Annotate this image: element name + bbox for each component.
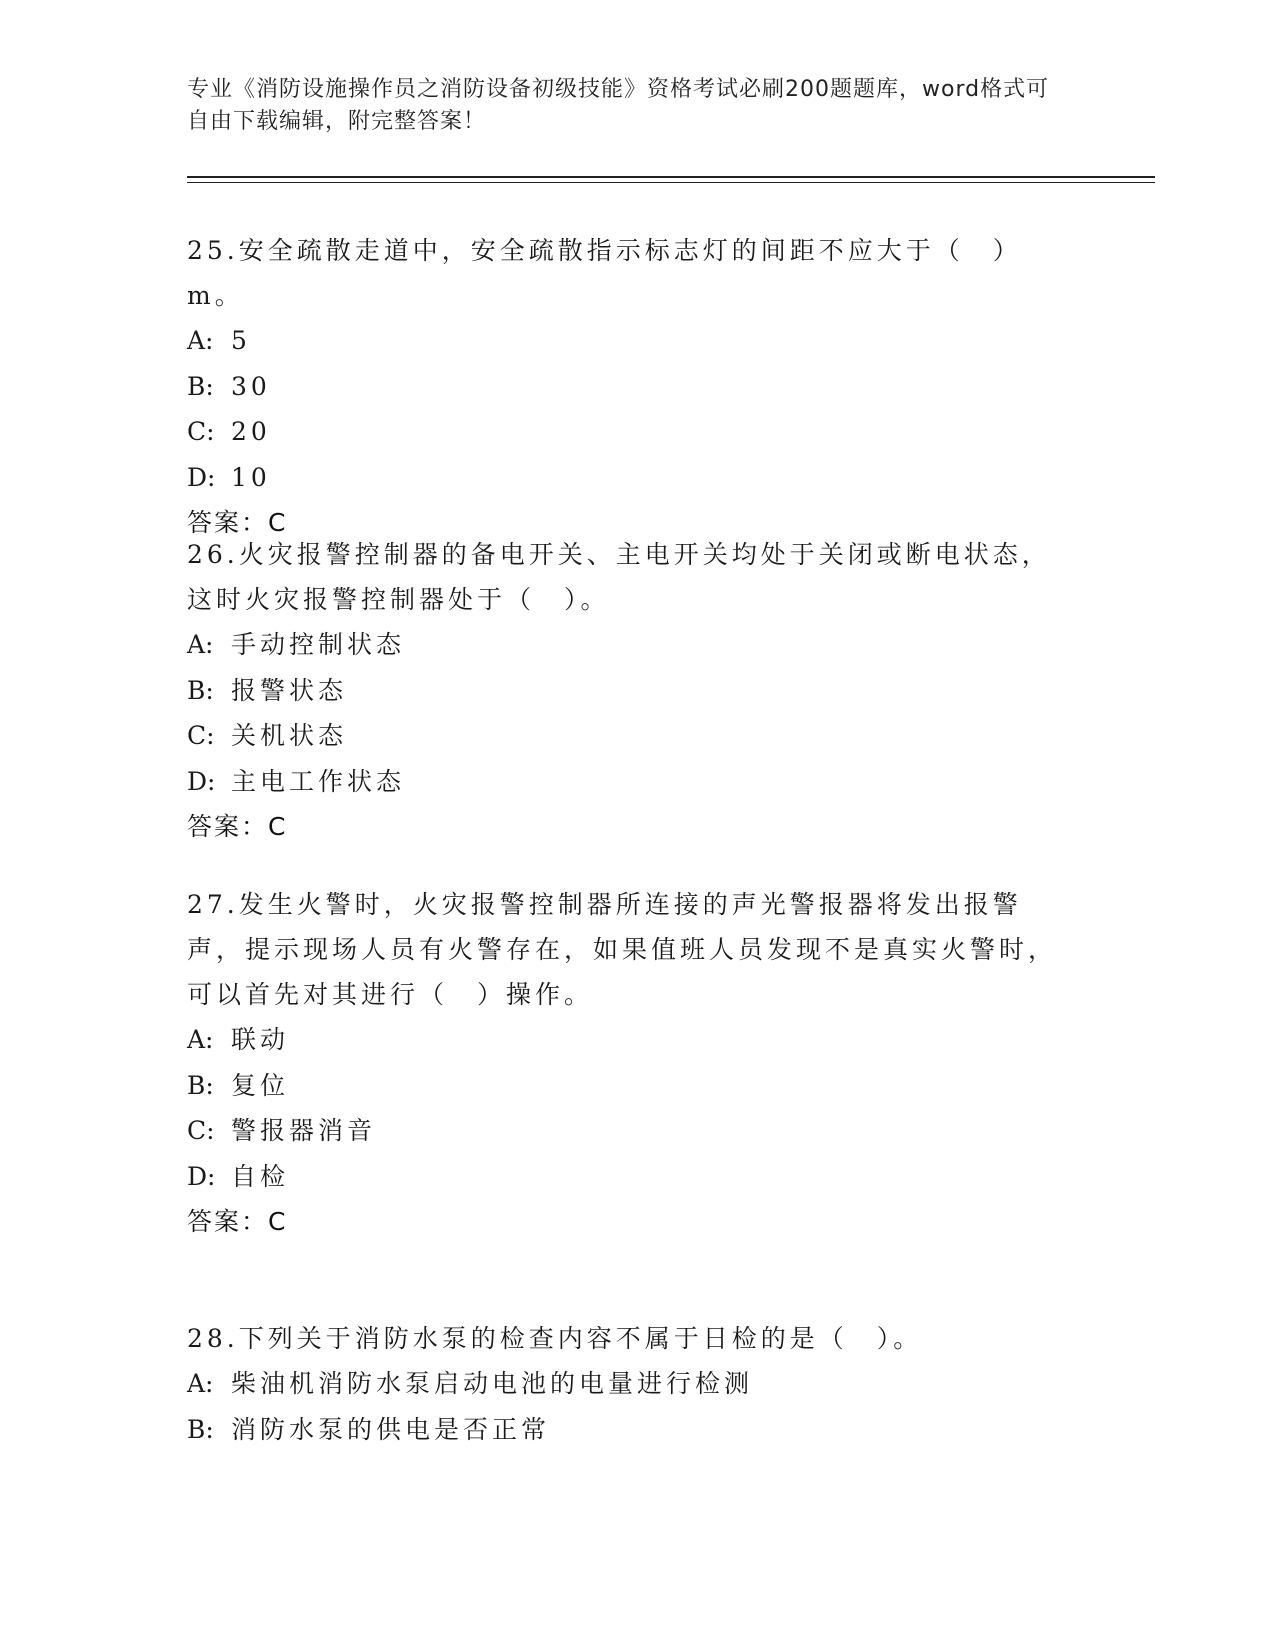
option-d: D: 自检 (187, 1161, 290, 1191)
option-a: A: 柴油机消防水泵启动电池的电量进行检测 (187, 1369, 754, 1398)
question-stem: 27.发生火警时，火灾报警控制器所连接的声光警报器将发出报警声，提示现场人员有火警存在，如果值班人员发现不是真实火警时，可以首先对其进行（ ）操作。 (187, 890, 1058, 1009)
option-b: B: 消防水泵的供电是否正常 (187, 1414, 551, 1444)
option-d: D: 10 (187, 462, 271, 492)
question-26 (187, 532, 1067, 849)
option-c: C: 警报器消音 (187, 1116, 377, 1145)
option-a: A: 5 (187, 326, 251, 355)
question-stem: 28.下列关于消防水泵的检查内容不属于日检的是（ ）。 (187, 1324, 923, 1353)
option-c: C: 关机状态 (187, 721, 348, 750)
option-c: C: 20 (187, 417, 271, 446)
option-b: B: 30 (187, 371, 271, 401)
header-divider (187, 176, 1155, 178)
question-27 (187, 882, 1067, 1244)
option-b: B: 报警状态 (187, 675, 348, 705)
question-25 (187, 228, 1067, 545)
option-a: A: 联动 (187, 1025, 290, 1054)
answer: 答案：C (187, 1207, 288, 1236)
question-28 (187, 1316, 1067, 1452)
answer: 答案：C (187, 812, 288, 841)
option-a: A: 手动控制状态 (187, 630, 406, 659)
question-stem: 25.安全疏散走道中，安全疏散指示标志灯的间距不应大于（ ）m。 (187, 236, 1022, 310)
option-d: D: 主电工作状态 (187, 766, 406, 796)
option-b: B: 复位 (187, 1070, 290, 1100)
answer: 答案：C (187, 508, 288, 537)
document-header: 专业《消防设施操作员之消防设备初级技能》资格考试必刷200题题库，word格式可自由下载编辑，附完整答案！ (187, 77, 1050, 134)
header-divider-thin (187, 182, 1155, 183)
question-stem: 26.火灾报警控制器的备电开关、主电开关均处于关闭或断电状态，这时火灾报警控制器处于（ ）。 (187, 540, 1051, 614)
